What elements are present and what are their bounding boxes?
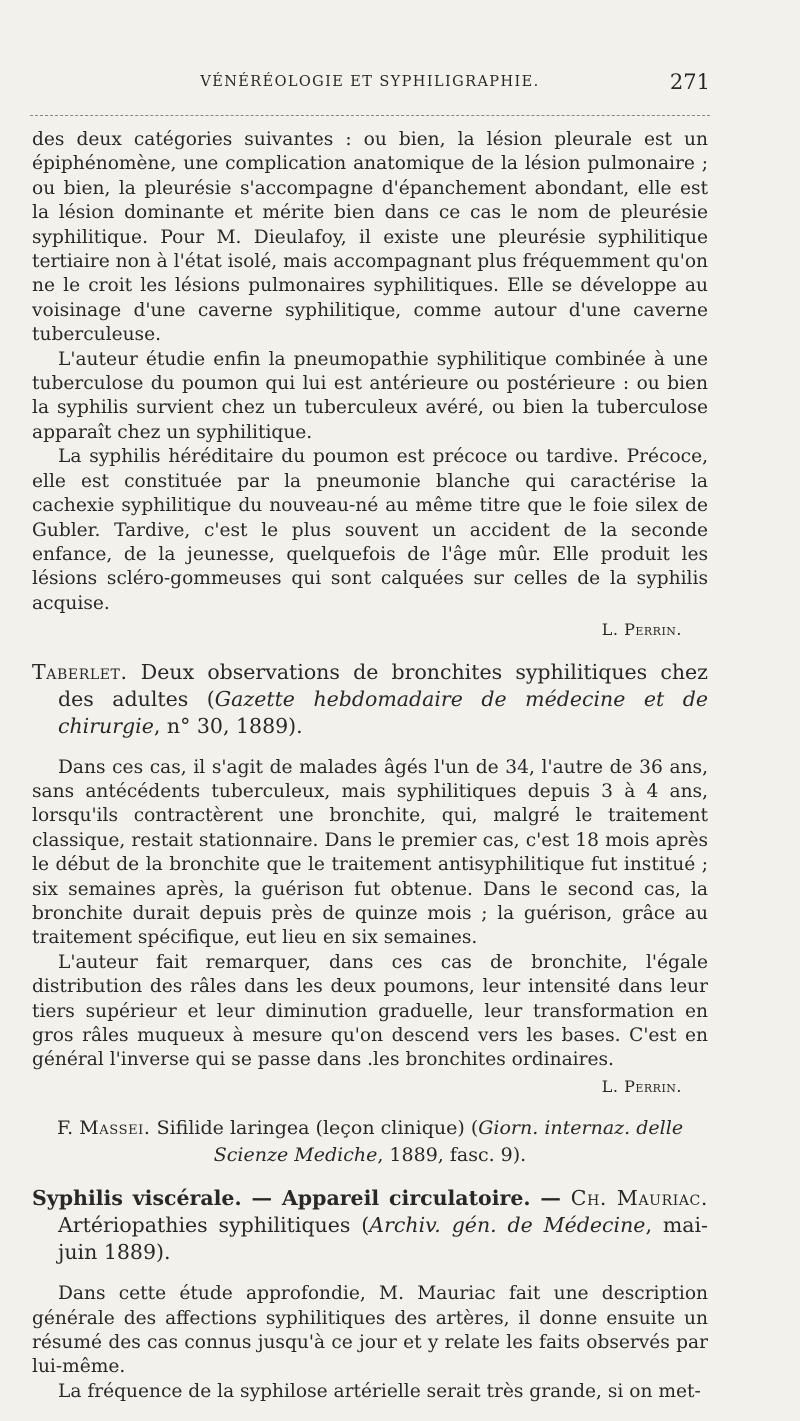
ref-journal: Archiv. gén. de Médecine: [369, 1213, 646, 1238]
bibliographic-entry: [32, 659, 708, 740]
ref-title: Deux observations de bronchites syphilitiques chez des adultes (: [58, 659, 708, 711]
paragraph: La syphilis héréditaire du poumon est précoce ou tardive. Précoce, elle est constituée par la pneumonie blanche qui caractérise la cachexie syphilitique du nouveau-né au même titre que le foie silex de Gubler. Tardive, c'est le plus souvent un accident de la seconde enfance, de la jeunesse, quelquefois de l'âge mûr. Elle produit les lésions scléro-gommeuses qui sont calquées sur celles de la syphilis acquise.: [32, 446, 708, 614]
header-rule: [30, 115, 710, 116]
spacer: [32, 740, 708, 756]
paragraph: L'auteur fait remarquer, dans ces cas de bronchite, l'égale distribution des râles dans les deux poumons, leur intensité dans leur tiers supérieur et leur diminution graduelle, leur transformation en gros râles muqueux à mesure qu'on descend vers les bases. C'est en général l'inverse qui se passe dans .les bronchites ordinaires.: [32, 951, 708, 1071]
paragraph: Dans cette étude approfondie, M. Mauriac fait une description générale des affections syphilitiques des artères, il donne ensuite un résumé des cas connus jusqu'à ce jour et y relate les faits observés par lui-même.: [32, 1283, 708, 1378]
ref-citation: , 1889, fasc. 9).: [377, 1144, 527, 1167]
ref-initial: F.: [56, 1117, 80, 1140]
ref-citation: , n° 30, 1889).: [153, 713, 303, 738]
signature-name: Perrin.: [624, 620, 682, 640]
signature-initial: L.: [601, 620, 619, 640]
paragraph: La fréquence de la syphilose artérielle serait très grande, si on met-: [58, 1380, 701, 1402]
paragraph: des deux catégories suivantes : ou bien, la lésion pleurale est un épiphénomène, une complication anatomique de la lésion pulmonaire ; ou bien, la pleurésie s'accompagne d'épanchement abondant, elle est la lésion dominante et mérite bien dans ce cas le nom de pleurésie syphilitique. Pour M. Dieulafoy, il existe une pleurésie syphilitique tertiaire non à l'état isolé, mais accompagnant plus fréquemment qu'on ne le croit les lésions pulmonaires syphilitiques. Elle se développe au voisinage d'une caverne syphilitique, comme autour d'une caverne tuberculeuse.: [32, 129, 709, 346]
running-title: VÉNÉRÉOLOGIE ET SYPHILIGRAPHIE.: [200, 74, 540, 90]
ref-journal: Giorn. internaz. delle Scienze Mediche: [213, 1117, 684, 1167]
ref-title: Sifilide laringea (leçon clinique) (: [150, 1117, 479, 1140]
spacer: [32, 1266, 708, 1282]
page-number: 271: [669, 70, 710, 94]
bibliographic-entry: [32, 1115, 708, 1169]
paragraph: L'auteur étudie enfin la pneumopathie syphilitique combinée à une tuberculose du poumon qui lui est antérieure ou postérieure : ou bien la syphilis survient chez un tuberculeux avéré, ou bien la tuberculose apparaît chez un syphilitique.: [32, 348, 708, 443]
ref-author: Taberlet.: [32, 659, 128, 684]
ref-heading: Syphilis viscérale. — Appareil circulatoire. —: [32, 1186, 561, 1211]
ref-title: Artériopathies syphilitiques (: [58, 1213, 370, 1238]
signature-name: Perrin.: [624, 1076, 682, 1096]
bibliographic-entry: [32, 1185, 708, 1266]
article-body: [32, 128, 708, 1404]
ref-author: Ch. Mauriac.: [560, 1186, 708, 1211]
page-header: [30, 70, 710, 102]
paragraph: Dans ces cas, il s'agit de malades âgés l'un de 34, l'autre de 36 ans, sans antécédents tuberculeux, mais syphilitiques depuis 3 à 4 ans, lorsqu'ils contractèrent une bronchite, qui, malgré le traitement classique, restait stationnaire. Dans le premier cas, c'est 18 mois après le début de la bronchite que le traitement antisyphilitique fut institué ; six semaines après, la guérison fut obtenue. Dans le second cas, la bronchite durait depuis près de quinze mois ; la guérison, grâce au traitement spécifique, eut lieu en six semaines.: [32, 756, 708, 949]
ref-journal: Gazette hebdomadaire de médecine et de chirurgie: [58, 686, 708, 738]
signature: [32, 1075, 708, 1099]
signature-initial: L.: [601, 1076, 619, 1096]
ref-citation: , mai-juin 1889).: [58, 1213, 708, 1265]
ref-author: Massei.: [79, 1117, 151, 1140]
signature: [32, 618, 708, 642]
